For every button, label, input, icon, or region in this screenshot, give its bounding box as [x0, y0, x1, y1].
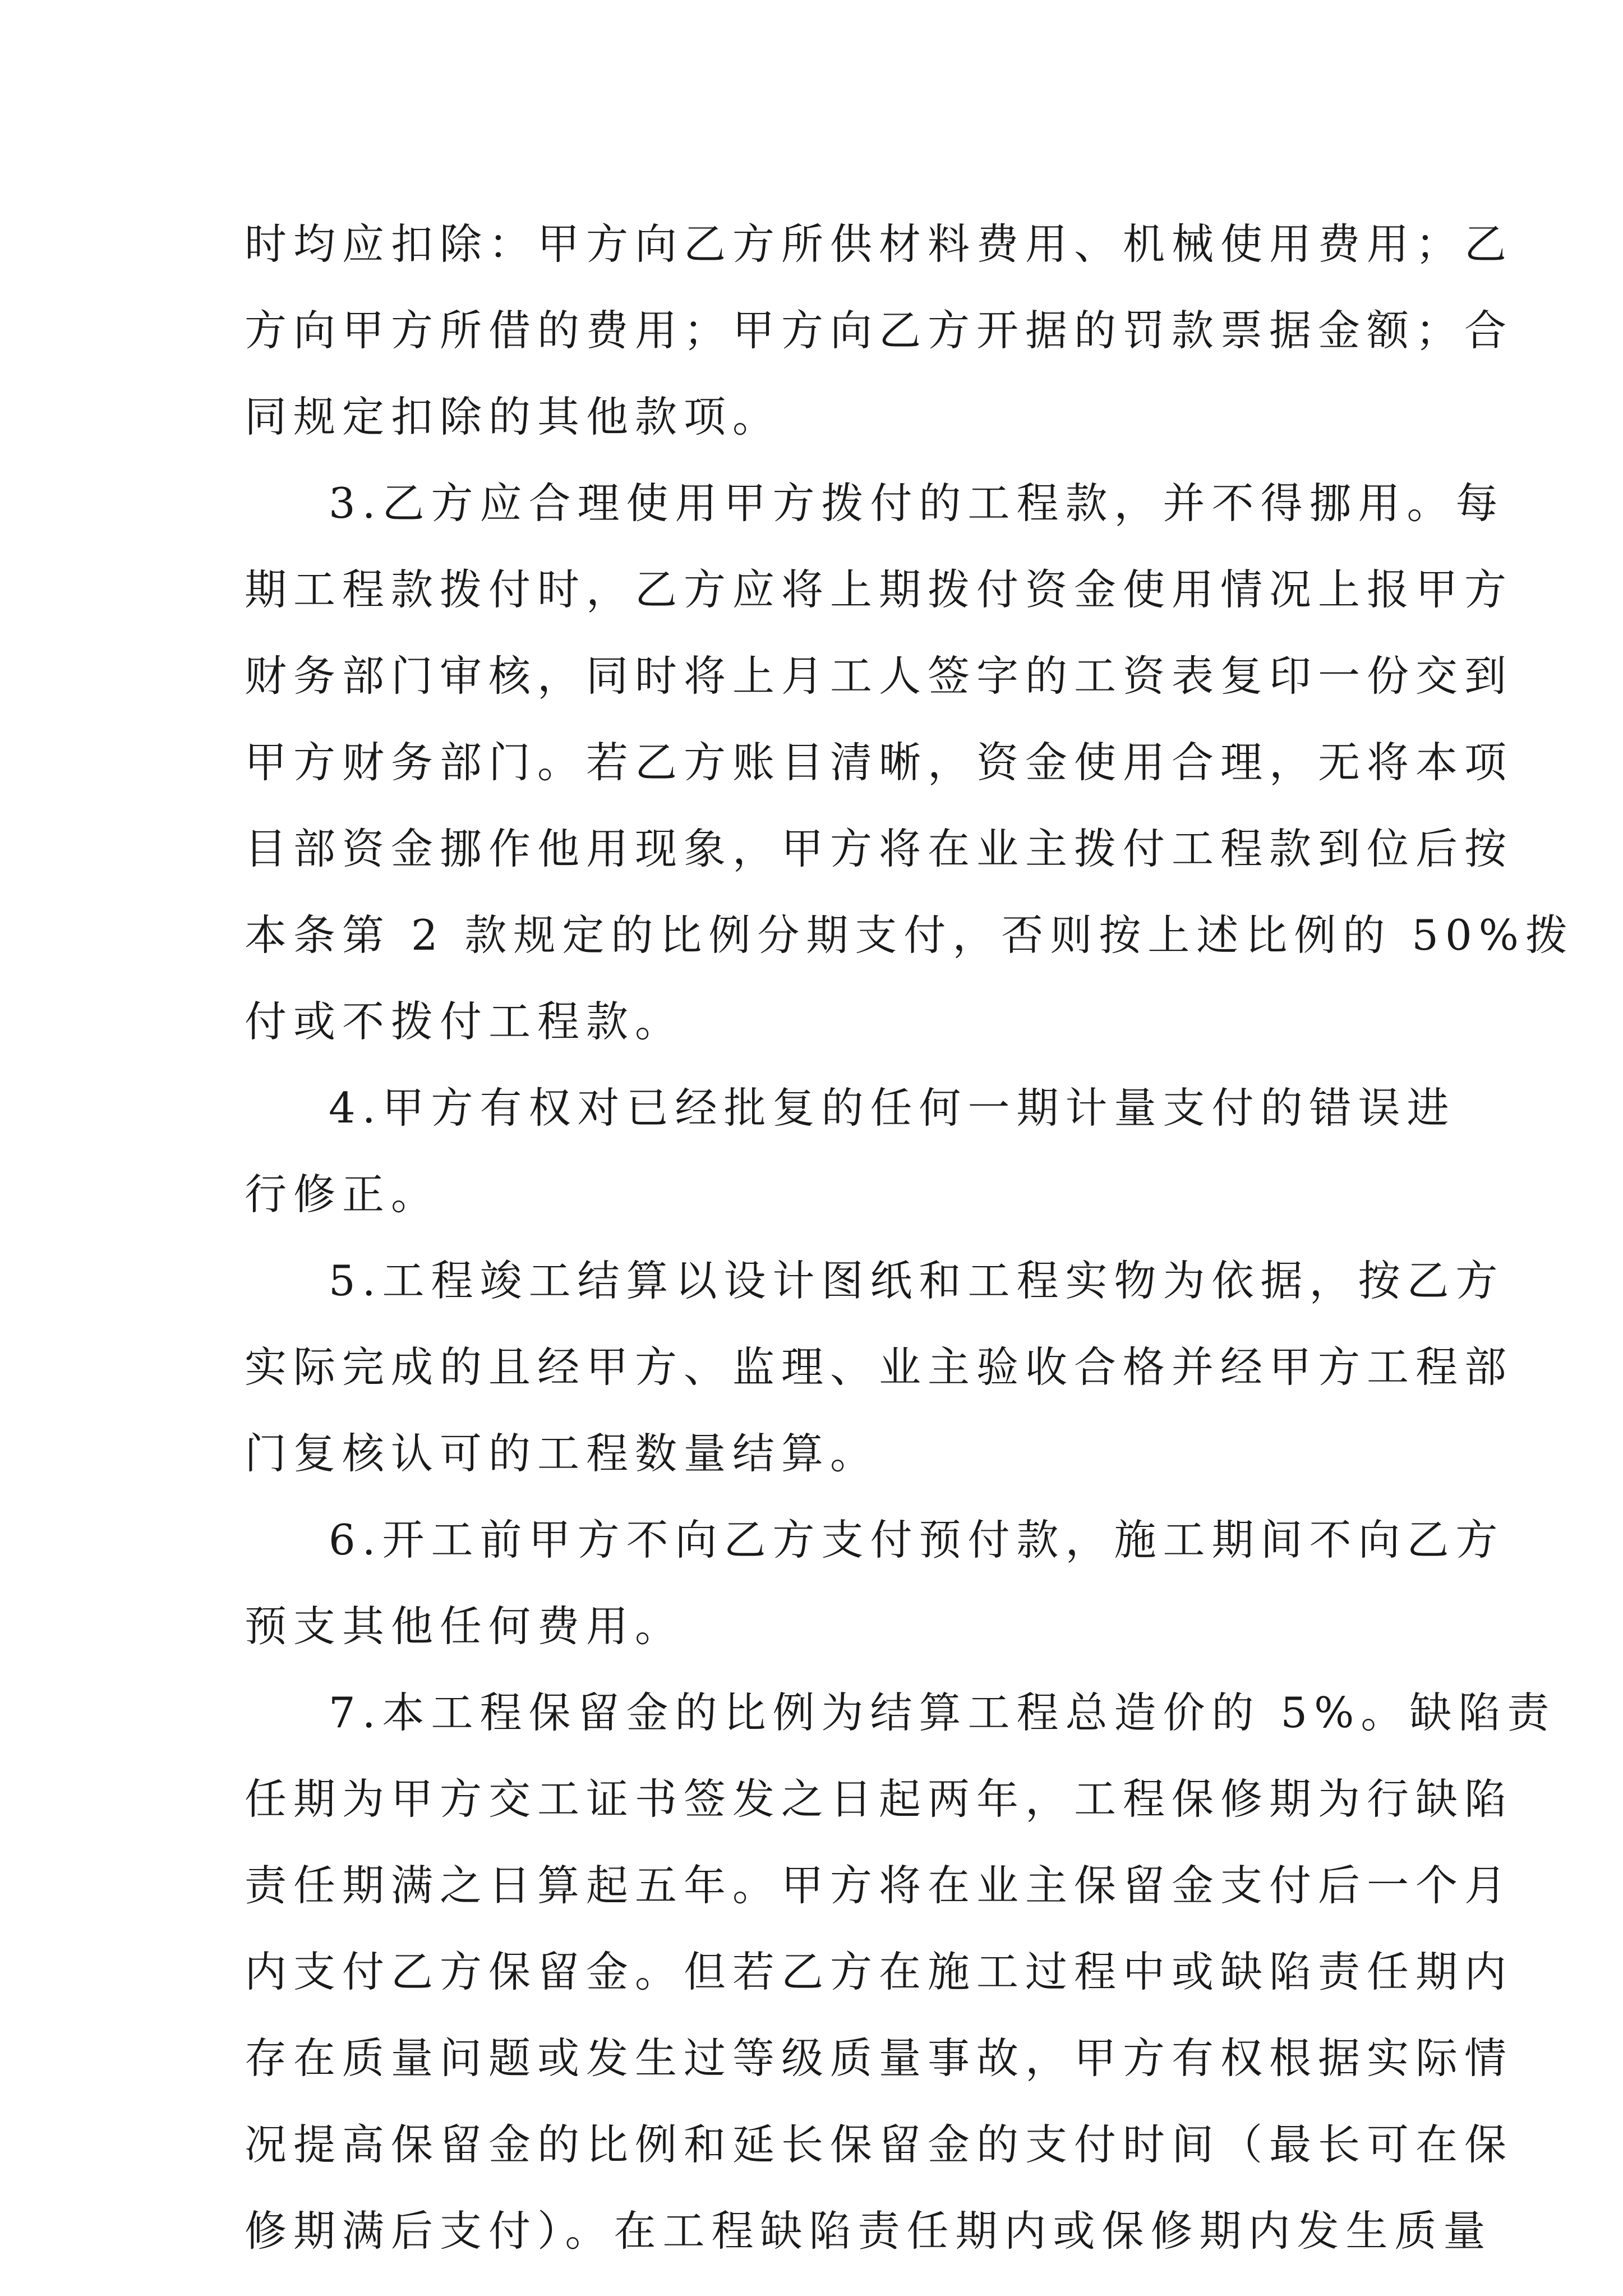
text-line: 责任期满之日算起五年。甲方将在业主保留金支付后一个月 — [245, 1861, 1514, 1910]
text-line: 行修正。 — [245, 1170, 440, 1219]
text-line: 同规定扣除的其他款项。 — [245, 392, 782, 441]
text-line: 内支付乙方保留金。但若乙方在施工过程中或缺陷责任期内 — [245, 1947, 1514, 1996]
text-line: 付或不拨付工程款。 — [245, 997, 684, 1046]
text-line: 本条第 2 款规定的比例分期支付，否则按上述比例的 50%拨 — [245, 910, 1574, 960]
text-line: 期工程款拨付时，乙方应将上期拨付资金使用情况上报甲方 — [245, 565, 1514, 614]
text-line: 门复核认可的工程数量结算。 — [245, 1429, 879, 1478]
text-line: 7.本工程保留金的比例为结算工程总造价的 5%。缺陷责 — [329, 1688, 1556, 1737]
text-line: 修期满后支付）。在工程缺陷责任期内或保修期内发生质量 — [245, 2206, 1492, 2256]
text-line: 3.乙方应合理使用甲方拨付的工程款，并不得挪用。每 — [329, 478, 1505, 528]
text-line: 方向甲方所借的费用；甲方向乙方开据的罚款票据金额；合 — [245, 306, 1514, 355]
text-line: 6.开工前甲方不向乙方支付预付款，施工期间不向乙方 — [329, 1515, 1505, 1565]
text-line: 存在质量问题或发生过等级质量事故，甲方有权根据实际情 — [245, 2033, 1514, 2083]
text-line: 财务部门审核，同时将上月工人签字的工资表复印一份交到 — [245, 651, 1514, 701]
text-line: 任期为甲方交工证书签发之日起两年，工程保修期为行缺陷 — [245, 1774, 1514, 1824]
text-line: 甲方财务部门。若乙方账目清晰，资金使用合理，无将本项 — [245, 738, 1514, 787]
text-line: 时均应扣除：甲方向乙方所供材料费用、机械使用费用；乙 — [245, 219, 1514, 269]
text-line: 况提高保留金的比例和延长保留金的支付时间（最长可在保 — [245, 2120, 1514, 2169]
text-line: 实际完成的且经甲方、监理、业主验收合格并经甲方工程部 — [245, 1342, 1514, 1392]
text-line: 目部资金挪作他用现象，甲方将在业主拨付工程款到位后按 — [245, 824, 1514, 873]
text-line: 预支其他任何费用。 — [245, 1602, 684, 1651]
text-line: 4.甲方有权对已经批复的任何一期计量支付的错误进 — [329, 1083, 1456, 1133]
contract-text-body — [245, 201, 1574, 2274]
text-line: 5.工程竣工结算以设计图纸和工程实物为依据，按乙方 — [329, 1256, 1505, 1305]
